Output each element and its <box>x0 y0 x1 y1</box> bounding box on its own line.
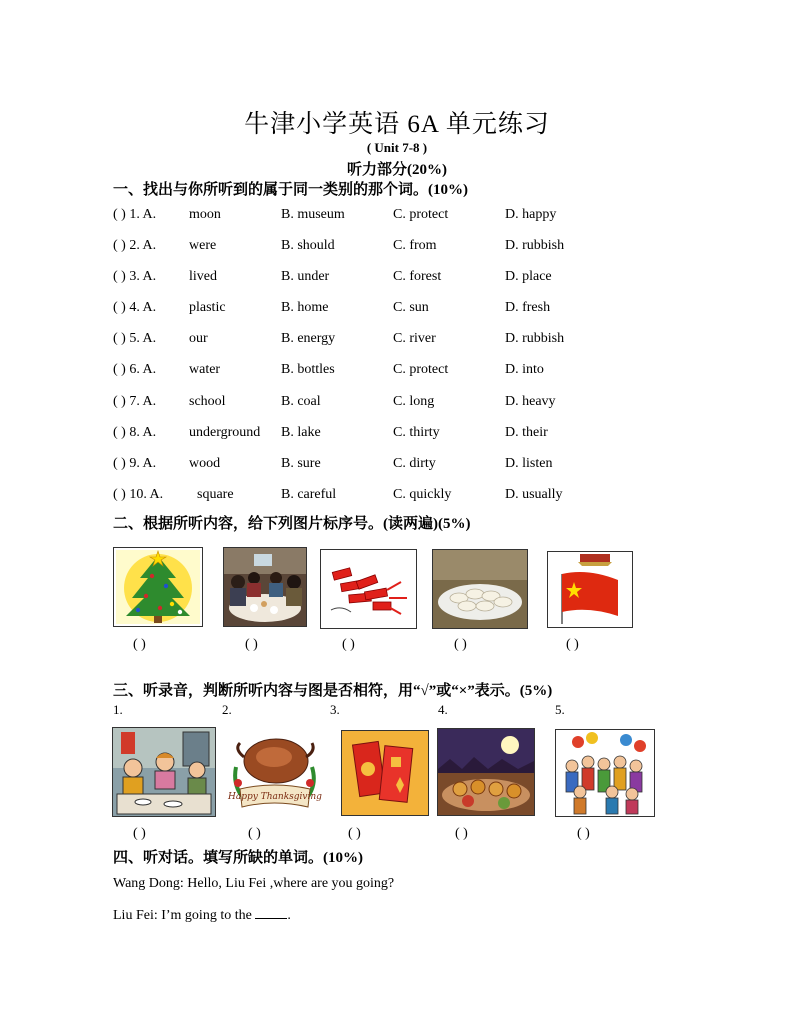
question-number[interactable]: ( ) 6. A. <box>113 362 157 377</box>
answer-blank[interactable] <box>255 906 287 919</box>
option-c: C. sun <box>393 300 429 315</box>
option-c: C. forest <box>393 269 442 284</box>
dialogue-line-2-text: Liu Fei: I’m going to the <box>113 908 252 923</box>
option-b: B. sure <box>281 456 321 471</box>
unit-subtitle: ( Unit 7-8 ) <box>366 140 428 155</box>
option-b: B. museum <box>281 207 345 222</box>
firecrackers-picture <box>320 549 417 629</box>
section3-number-1: 1. <box>113 702 123 717</box>
chinese-flag-picture <box>547 551 633 628</box>
option-c: C. river <box>393 331 436 346</box>
section3-blank-5[interactable]: ( ) <box>577 826 590 841</box>
thanksgiving-card-text: Happy Thanksgiving <box>228 792 322 802</box>
option-c: C. long <box>393 394 435 409</box>
question-number[interactable]: ( ) 1. A. <box>113 207 157 222</box>
section3-blank-2[interactable]: ( ) <box>248 826 261 841</box>
question-number[interactable]: ( ) 5. A. <box>113 331 157 346</box>
section1-heading: 一、找出与你所听到的属于同一类别的那个词。(10%) <box>113 182 468 198</box>
option-a: moon <box>189 207 221 222</box>
question-number[interactable]: ( ) 7. A. <box>113 394 157 409</box>
section2-blank-2[interactable]: ( ) <box>245 637 258 652</box>
option-a: lived <box>189 269 217 284</box>
option-c: C. thirty <box>393 425 440 440</box>
option-d: D. into <box>505 362 544 377</box>
option-c: C. protect <box>393 362 449 377</box>
option-b: B. coal <box>281 394 321 409</box>
question-number[interactable]: ( ) 8. A. <box>113 425 157 440</box>
section2-heading: 二、根据所听内容，给下列图片标序号。(读两遍)(5%) <box>113 516 471 532</box>
option-a: school <box>189 394 226 409</box>
thanksgiving-turkey-picture <box>226 727 322 817</box>
option-b: B. home <box>281 300 329 315</box>
option-d: D. happy <box>505 207 557 222</box>
option-b: B. careful <box>281 487 337 502</box>
christmas-tree-picture <box>113 547 203 627</box>
section3-number-5: 5. <box>555 702 565 717</box>
section2-blank-3[interactable]: ( ) <box>342 637 355 652</box>
option-d: D. their <box>505 425 548 440</box>
option-d: D. rubbish <box>505 331 565 346</box>
question-number[interactable]: ( ) 3. A. <box>113 269 157 284</box>
question-number[interactable]: ( ) 9. A. <box>113 456 157 471</box>
family-dinner-photo <box>223 547 307 627</box>
option-b: B. energy <box>281 331 336 346</box>
option-c: C. from <box>393 238 437 253</box>
dialogue-line-1: Wang Dong: Hello, Liu Fei ,where are you going? <box>113 876 395 891</box>
option-d: D. fresh <box>505 300 551 315</box>
question-number[interactable]: ( ) 10. A. <box>113 487 164 502</box>
option-a: underground <box>189 425 261 440</box>
dialogue-line-2-end: . <box>287 908 291 923</box>
option-a: water <box>189 362 221 377</box>
dumplings-photo <box>432 549 528 629</box>
option-a: square <box>197 487 234 502</box>
section3-blank-4[interactable]: ( ) <box>455 826 468 841</box>
option-b: B. under <box>281 269 330 284</box>
section3-number-4: 4. <box>438 702 448 717</box>
option-c: C. dirty <box>393 456 436 471</box>
option-a: wood <box>189 456 221 471</box>
listening-part-title: 听力部分(20%) <box>347 162 447 178</box>
option-d: D. heavy <box>505 394 556 409</box>
section2-blank-1[interactable]: ( ) <box>133 637 146 652</box>
option-c: C. protect <box>393 207 449 222</box>
red-envelopes-picture <box>341 730 429 816</box>
option-d: D. rubbish <box>505 238 565 253</box>
option-c: C. quickly <box>393 487 452 502</box>
option-d: D. listen <box>505 456 553 471</box>
option-d: D. place <box>505 269 552 284</box>
option-b: B. lake <box>281 425 321 440</box>
section3-number-3: 3. <box>330 702 340 717</box>
option-a: our <box>189 331 208 346</box>
section2-blank-5[interactable]: ( ) <box>566 637 579 652</box>
family-meal-cartoon <box>112 727 216 817</box>
option-d: D. usually <box>505 487 563 502</box>
section3-blank-1[interactable]: ( ) <box>133 826 146 841</box>
section4-heading: 四、听对话。填写所缺的单词。(10%) <box>113 850 363 866</box>
question-number[interactable]: ( ) 4. A. <box>113 300 157 315</box>
page-title: 牛津小学英语 6A 单元练习 <box>244 111 550 138</box>
section3-blank-3[interactable]: ( ) <box>348 826 361 841</box>
option-a: were <box>189 238 217 253</box>
party-crowd-cartoon <box>555 729 655 817</box>
option-b: B. should <box>281 238 335 253</box>
option-a: plastic <box>189 300 226 315</box>
question-number[interactable]: ( ) 2. A. <box>113 238 157 253</box>
section3-heading: 三、听录音，判断所听内容与图是否相符，用“√”或“×”表示。(5%) <box>113 683 553 699</box>
moon-festival-picture <box>437 728 535 816</box>
dialogue-line-2 <box>113 906 291 924</box>
option-b: B. bottles <box>281 362 335 377</box>
section2-blank-4[interactable]: ( ) <box>454 637 467 652</box>
section3-number-2: 2. <box>222 702 232 717</box>
